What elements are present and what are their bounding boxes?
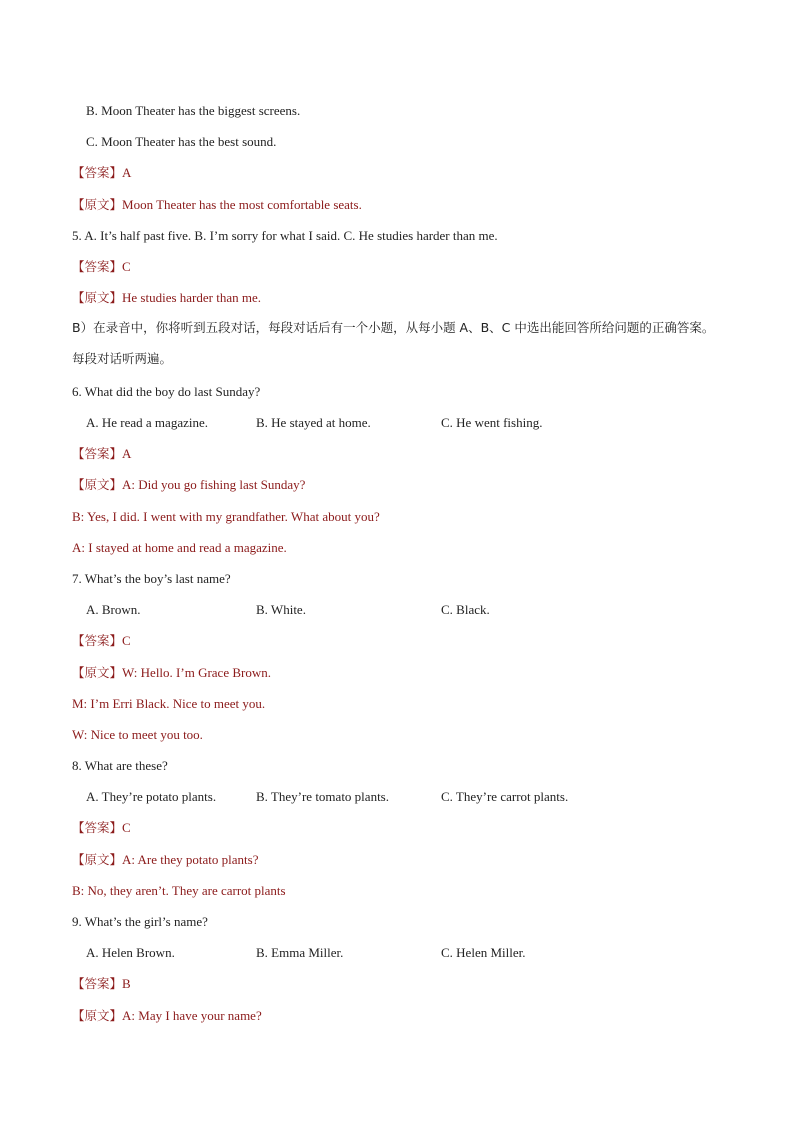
answer-value: C [122, 259, 131, 274]
q6-script-line-3: A: I stayed at home and read a magazine. [72, 540, 287, 555]
q6-option-a: A. He read a magazine. [86, 415, 208, 430]
script-tag: 【原文】 [72, 665, 123, 680]
script-tag: 【原文】 [72, 852, 123, 867]
script-tag: 【原文】 [72, 197, 123, 212]
q9-option-b: B. Emma Miller. [256, 945, 344, 960]
q8-script [72, 852, 258, 868]
q9-option-c: C. Helen Miller. [441, 945, 526, 960]
script-tag: 【原文】 [72, 477, 123, 492]
q8-question: 8. What are these? [72, 758, 168, 773]
q8-script-line-2: B: No, they aren’t. They are carrot plants [72, 883, 286, 898]
answer-value: C [122, 820, 131, 835]
q5-question: 5. A. It’s half past five. B. I’m sorry for what I said. C. He studies harder than me. [72, 228, 498, 243]
q6-option-c: C. He went fishing. [441, 415, 543, 430]
script-text: He studies harder than me. [122, 290, 261, 305]
answer-value: C [122, 633, 131, 648]
q9-script [72, 1008, 262, 1024]
q9-option-a: A. Helen Brown. [86, 945, 175, 960]
script-text: W: Hello. I’m Grace Brown. [122, 665, 271, 680]
q9-answer [72, 976, 131, 992]
answer-tag: 【答案】 [72, 446, 123, 461]
answer-tag: 【答案】 [72, 259, 123, 274]
q7-script [72, 665, 271, 681]
answer-value: B [122, 976, 131, 991]
answer-value: A [122, 446, 132, 461]
q5-answer [72, 259, 131, 275]
q7-option-b: B. White. [256, 602, 306, 617]
q7-option-c: C. Black. [441, 602, 490, 617]
q9-question: 9. What’s the girl’s name? [72, 914, 208, 929]
script-tag: 【原文】 [72, 290, 123, 305]
q8-option-c: C. They’re carrot plants. [441, 789, 569, 804]
answer-tag: 【答案】 [72, 165, 123, 180]
q7-option-a: A. Brown. [86, 602, 141, 617]
q6-script [72, 477, 305, 493]
q8-option-a: A. They’re potato plants. [86, 789, 217, 804]
q7-script-line-3: W: Nice to meet you too. [72, 727, 203, 742]
script-tag: 【原文】 [72, 1008, 123, 1023]
script-text: A: Did you go fishing last Sunday? [122, 477, 306, 492]
q7-answer [72, 633, 131, 649]
answer-value: A [122, 165, 132, 180]
q8-answer [72, 820, 131, 836]
q7-question: 7. What’s the boy’s last name? [72, 571, 231, 586]
answer-tag: 【答案】 [72, 633, 123, 648]
script-text: Moon Theater has the most comfortable seats. [122, 197, 362, 212]
q4-script [72, 197, 362, 213]
q4-answer [72, 165, 131, 181]
q6-option-b: B. He stayed at home. [256, 415, 371, 430]
q6-question: 6. What did the boy do last Sunday? [72, 384, 261, 399]
section-b-instructions: B）在录音中，你将听到五段对话，每段对话后有一个小题，从每小题 A、B、C 中选出能回答所给问题的正确答案。每段对话听两遍。 [72, 320, 715, 366]
q4-option-b: B. Moon Theater has the biggest screens. [86, 103, 301, 118]
q8-option-b: B. They’re tomato plants. [256, 789, 389, 804]
answer-tag: 【答案】 [72, 976, 123, 991]
q7-script-line-2: M: I’m Erri Black. Nice to meet you. [72, 696, 266, 711]
q5-script [72, 290, 261, 306]
script-text: A: Are they potato plants? [122, 852, 259, 867]
q6-answer [72, 446, 131, 462]
script-text: A: May I have your name? [122, 1008, 262, 1023]
q6-script-line-2: B: Yes, I did. I went with my grandfather. What about you? [72, 509, 380, 524]
answer-tag: 【答案】 [72, 820, 123, 835]
q4-option-c: C. Moon Theater has the best sound. [86, 134, 277, 149]
